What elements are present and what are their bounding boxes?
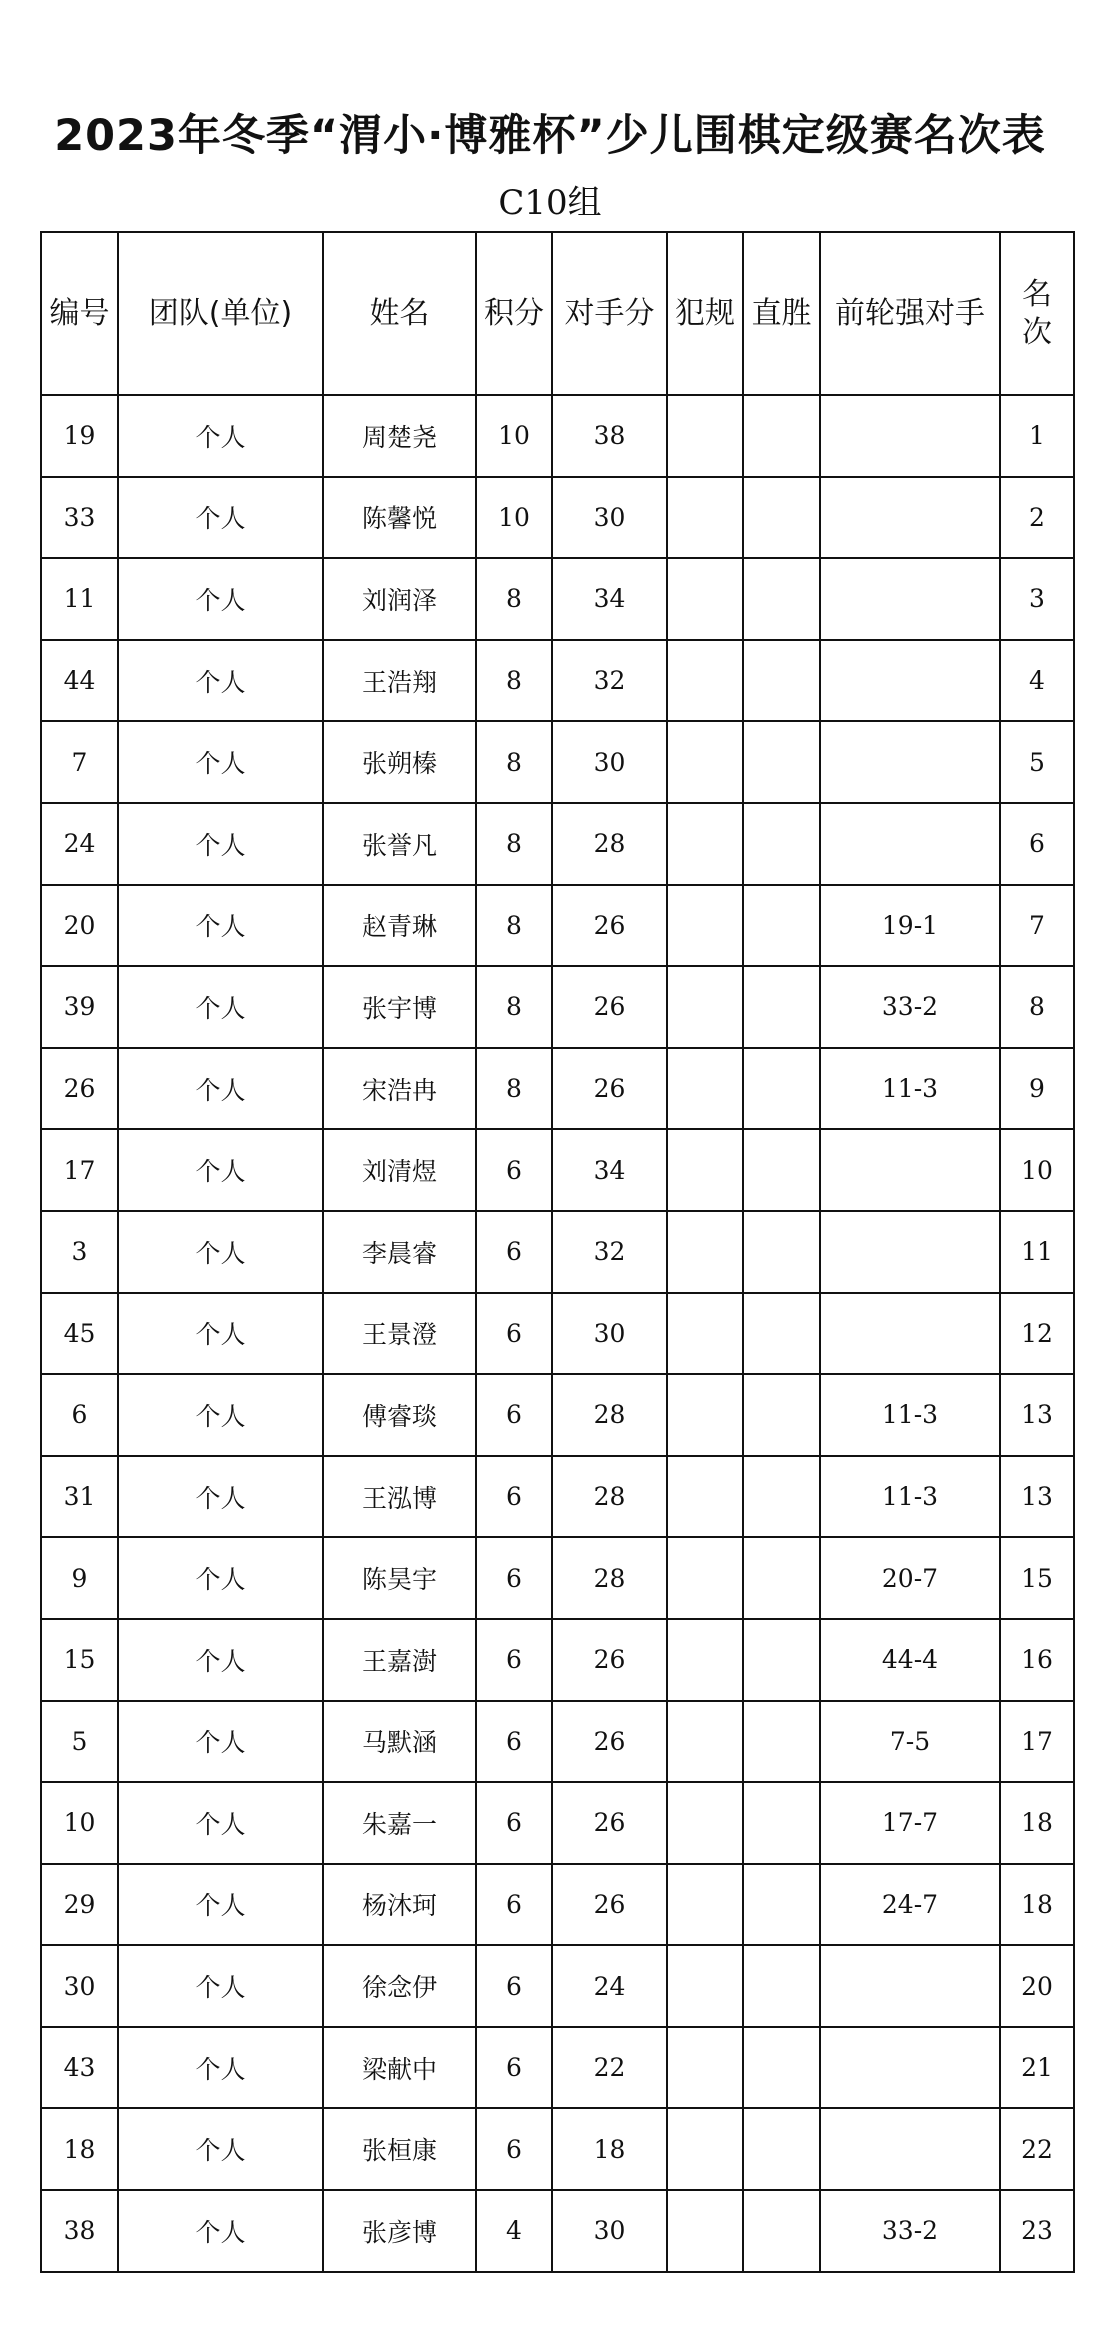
cell-id: 6 [41, 1374, 118, 1456]
cell-score: 8 [476, 640, 552, 722]
cell-direct-win [743, 966, 820, 1048]
cell-score: 4 [476, 2190, 552, 2272]
cell-direct-win [743, 1293, 820, 1375]
cell-id: 11 [41, 558, 118, 640]
cell-name: 陈昊宇 [323, 1537, 476, 1619]
table-row [41, 1619, 1074, 1701]
cell-opponent-score: 30 [552, 721, 667, 803]
cell-name: 李晨睿 [323, 1211, 476, 1293]
cell-id: 29 [41, 1864, 118, 1946]
cell-team: 个人 [118, 1701, 323, 1783]
cell-id: 33 [41, 477, 118, 559]
cell-opponent-score: 34 [552, 1129, 667, 1211]
cell-direct-win [743, 2108, 820, 2190]
cell-opponent-score: 30 [552, 1293, 667, 1375]
cell-team: 个人 [118, 721, 323, 803]
cell-foul [667, 721, 743, 803]
cell-previous-strong-opponent [820, 721, 1000, 803]
cell-id: 5 [41, 1701, 118, 1783]
cell-id: 19 [41, 395, 118, 477]
cell-id: 15 [41, 1619, 118, 1701]
table-body [41, 395, 1074, 2272]
cell-id: 31 [41, 1456, 118, 1538]
cell-opponent-score: 26 [552, 1782, 667, 1864]
cell-team: 个人 [118, 1537, 323, 1619]
cell-score: 6 [476, 1864, 552, 1946]
cell-score: 6 [476, 1537, 552, 1619]
cell-previous-strong-opponent [820, 1945, 1000, 2027]
cell-id: 20 [41, 885, 118, 967]
table-row [41, 1864, 1074, 1946]
cell-foul [667, 2027, 743, 2109]
cell-opponent-score: 34 [552, 558, 667, 640]
cell-score: 6 [476, 1211, 552, 1293]
cell-opponent-score: 26 [552, 1864, 667, 1946]
cell-team: 个人 [118, 1374, 323, 1456]
header-rank-char-2: 次 [1022, 314, 1052, 350]
cell-name: 陈馨悦 [323, 477, 476, 559]
cell-rank: 11 [1000, 1211, 1074, 1293]
cell-opponent-score: 26 [552, 1048, 667, 1130]
cell-name: 杨沐珂 [323, 1864, 476, 1946]
cell-score: 6 [476, 1619, 552, 1701]
cell-id: 45 [41, 1293, 118, 1375]
cell-team: 个人 [118, 1619, 323, 1701]
cell-rank: 15 [1000, 1537, 1074, 1619]
cell-team: 个人 [118, 1293, 323, 1375]
cell-previous-strong-opponent: 24-7 [820, 1864, 1000, 1946]
cell-previous-strong-opponent: 11-3 [820, 1048, 1000, 1130]
cell-previous-strong-opponent: 33-2 [820, 2190, 1000, 2272]
cell-rank: 4 [1000, 640, 1074, 722]
table-row [41, 1048, 1074, 1130]
cell-foul [667, 1619, 743, 1701]
cell-team: 个人 [118, 1864, 323, 1946]
cell-direct-win [743, 1537, 820, 1619]
cell-name: 赵青琳 [323, 885, 476, 967]
cell-team: 个人 [118, 2027, 323, 2109]
cell-opponent-score: 28 [552, 1456, 667, 1538]
cell-name: 宋浩冉 [323, 1048, 476, 1130]
cell-previous-strong-opponent [820, 1129, 1000, 1211]
cell-score: 8 [476, 721, 552, 803]
cell-rank: 21 [1000, 2027, 1074, 2109]
cell-id: 44 [41, 640, 118, 722]
cell-direct-win [743, 1211, 820, 1293]
cell-foul [667, 1537, 743, 1619]
cell-team: 个人 [118, 640, 323, 722]
table-row [41, 1537, 1074, 1619]
cell-name: 马默涵 [323, 1701, 476, 1783]
cell-direct-win [743, 1945, 820, 2027]
cell-name: 刘润泽 [323, 558, 476, 640]
header-direct-win: 直胜 [743, 232, 820, 395]
cell-score: 8 [476, 1048, 552, 1130]
table-row [41, 885, 1074, 967]
cell-team: 个人 [118, 1048, 323, 1130]
cell-id: 10 [41, 1782, 118, 1864]
cell-opponent-score: 22 [552, 2027, 667, 2109]
cell-rank: 20 [1000, 1945, 1074, 2027]
table-row [41, 1782, 1074, 1864]
cell-score: 10 [476, 395, 552, 477]
cell-team: 个人 [118, 1782, 323, 1864]
cell-direct-win [743, 2190, 820, 2272]
cell-direct-win [743, 2027, 820, 2109]
cell-team: 个人 [118, 2108, 323, 2190]
cell-score: 6 [476, 1945, 552, 2027]
cell-foul [667, 640, 743, 722]
cell-direct-win [743, 1619, 820, 1701]
cell-opponent-score: 32 [552, 640, 667, 722]
table-row [41, 1701, 1074, 1783]
cell-rank: 22 [1000, 2108, 1074, 2190]
cell-rank: 9 [1000, 1048, 1074, 1130]
cell-foul [667, 1701, 743, 1783]
cell-name: 刘清煜 [323, 1129, 476, 1211]
cell-team: 个人 [118, 395, 323, 477]
cell-opponent-score: 28 [552, 1537, 667, 1619]
cell-opponent-score: 26 [552, 966, 667, 1048]
cell-rank: 16 [1000, 1619, 1074, 1701]
cell-id: 3 [41, 1211, 118, 1293]
cell-id: 24 [41, 803, 118, 885]
cell-id: 7 [41, 721, 118, 803]
cell-team: 个人 [118, 885, 323, 967]
cell-previous-strong-opponent: 44-4 [820, 1619, 1000, 1701]
cell-foul [667, 2190, 743, 2272]
cell-name: 王浩翔 [323, 640, 476, 722]
cell-opponent-score: 26 [552, 1701, 667, 1783]
table-row [41, 2108, 1074, 2190]
cell-rank: 10 [1000, 1129, 1074, 1211]
table-row [41, 966, 1074, 1048]
cell-team: 个人 [118, 1211, 323, 1293]
cell-direct-win [743, 1701, 820, 1783]
cell-previous-strong-opponent: 11-3 [820, 1374, 1000, 1456]
cell-rank: 1 [1000, 395, 1074, 477]
table-row [41, 1456, 1074, 1538]
table-row [41, 803, 1074, 885]
header-score: 积分 [476, 232, 552, 395]
header-opponent-score: 对手分 [552, 232, 667, 395]
cell-direct-win [743, 558, 820, 640]
cell-rank: 2 [1000, 477, 1074, 559]
table-row [41, 395, 1074, 477]
cell-name: 张朔榛 [323, 721, 476, 803]
cell-previous-strong-opponent [820, 1293, 1000, 1375]
table-row [41, 640, 1074, 722]
cell-score: 6 [476, 1456, 552, 1538]
table-row [41, 1293, 1074, 1375]
table-row [41, 721, 1074, 803]
cell-previous-strong-opponent: 17-7 [820, 1782, 1000, 1864]
cell-score: 6 [476, 2108, 552, 2190]
cell-direct-win [743, 885, 820, 967]
cell-score: 6 [476, 1374, 552, 1456]
cell-rank: 3 [1000, 558, 1074, 640]
cell-score: 8 [476, 558, 552, 640]
table-row [41, 1374, 1074, 1456]
cell-score: 8 [476, 885, 552, 967]
cell-opponent-score: 32 [552, 1211, 667, 1293]
header-team: 团队(单位) [118, 232, 323, 395]
cell-name: 王泓博 [323, 1456, 476, 1538]
cell-id: 17 [41, 1129, 118, 1211]
cell-rank: 12 [1000, 1293, 1074, 1375]
cell-opponent-score: 24 [552, 1945, 667, 2027]
cell-id: 18 [41, 2108, 118, 2190]
cell-foul [667, 1945, 743, 2027]
cell-name: 张宇博 [323, 966, 476, 1048]
cell-team: 个人 [118, 477, 323, 559]
cell-direct-win [743, 1374, 820, 1456]
cell-name: 傅睿琰 [323, 1374, 476, 1456]
cell-score: 8 [476, 803, 552, 885]
group-subtitle: C10组 [498, 183, 602, 223]
cell-foul [667, 803, 743, 885]
cell-opponent-score: 26 [552, 1619, 667, 1701]
header-id: 编号 [41, 232, 118, 395]
cell-direct-win [743, 395, 820, 477]
cell-foul [667, 1782, 743, 1864]
cell-id: 30 [41, 1945, 118, 2027]
cell-name: 王景澄 [323, 1293, 476, 1375]
cell-previous-strong-opponent: 7-5 [820, 1701, 1000, 1783]
cell-rank: 6 [1000, 803, 1074, 885]
cell-name: 徐念伊 [323, 1945, 476, 2027]
header-rank [1000, 232, 1074, 395]
cell-score: 6 [476, 1782, 552, 1864]
cell-opponent-score: 30 [552, 477, 667, 559]
cell-foul [667, 1864, 743, 1946]
cell-direct-win [743, 1456, 820, 1538]
cell-rank: 17 [1000, 1701, 1074, 1783]
cell-foul [667, 1048, 743, 1130]
cell-direct-win [743, 477, 820, 559]
cell-team: 个人 [118, 558, 323, 640]
cell-name: 朱嘉一 [323, 1782, 476, 1864]
cell-direct-win [743, 1048, 820, 1130]
cell-score: 6 [476, 2027, 552, 2109]
cell-direct-win [743, 721, 820, 803]
cell-direct-win [743, 640, 820, 722]
cell-rank: 7 [1000, 885, 1074, 967]
cell-previous-strong-opponent [820, 477, 1000, 559]
table-row [41, 2027, 1074, 2109]
cell-previous-strong-opponent [820, 395, 1000, 477]
cell-foul [667, 2108, 743, 2190]
table-row [41, 1945, 1074, 2027]
cell-direct-win [743, 803, 820, 885]
cell-team: 个人 [118, 803, 323, 885]
cell-opponent-score: 38 [552, 395, 667, 477]
cell-name: 周楚尧 [323, 395, 476, 477]
cell-foul [667, 1456, 743, 1538]
cell-previous-strong-opponent: 11-3 [820, 1456, 1000, 1538]
cell-name: 梁献中 [323, 2027, 476, 2109]
cell-score: 8 [476, 966, 552, 1048]
table-row [41, 558, 1074, 640]
cell-opponent-score: 26 [552, 885, 667, 967]
cell-previous-strong-opponent [820, 640, 1000, 722]
cell-previous-strong-opponent [820, 558, 1000, 640]
table-header-row [41, 232, 1074, 395]
cell-opponent-score: 30 [552, 2190, 667, 2272]
header-rank-char-1: 名 [1022, 276, 1052, 312]
cell-previous-strong-opponent [820, 2108, 1000, 2190]
cell-team: 个人 [118, 1129, 323, 1211]
cell-id: 26 [41, 1048, 118, 1130]
cell-previous-strong-opponent [820, 1211, 1000, 1293]
cell-foul [667, 558, 743, 640]
cell-score: 10 [476, 477, 552, 559]
cell-id: 9 [41, 1537, 118, 1619]
table-row [41, 2190, 1074, 2272]
cell-name: 张誉凡 [323, 803, 476, 885]
header-previous-strong-opponent: 前轮强对手 [820, 232, 1000, 395]
cell-foul [667, 966, 743, 1048]
cell-foul [667, 1374, 743, 1456]
cell-rank: 13 [1000, 1456, 1074, 1538]
page-title: 2023年冬季“渭小·博雅杯”少儿围棋定级赛名次表 [54, 111, 1046, 161]
cell-foul [667, 1211, 743, 1293]
cell-previous-strong-opponent: 19-1 [820, 885, 1000, 967]
header-foul: 犯规 [667, 232, 743, 395]
cell-foul [667, 885, 743, 967]
results-table [40, 231, 1075, 2273]
cell-previous-strong-opponent: 33-2 [820, 966, 1000, 1048]
table-row [41, 1211, 1074, 1293]
cell-previous-strong-opponent [820, 803, 1000, 885]
cell-name: 张桓康 [323, 2108, 476, 2190]
cell-rank: 8 [1000, 966, 1074, 1048]
cell-direct-win [743, 1129, 820, 1211]
cell-opponent-score: 28 [552, 1374, 667, 1456]
cell-rank: 5 [1000, 721, 1074, 803]
cell-name: 张彦博 [323, 2190, 476, 2272]
cell-id: 38 [41, 2190, 118, 2272]
cell-rank: 18 [1000, 1782, 1074, 1864]
cell-score: 6 [476, 1293, 552, 1375]
cell-rank: 23 [1000, 2190, 1074, 2272]
cell-score: 6 [476, 1129, 552, 1211]
cell-id: 39 [41, 966, 118, 1048]
cell-foul [667, 1129, 743, 1211]
cell-team: 个人 [118, 1456, 323, 1538]
cell-id: 43 [41, 2027, 118, 2109]
cell-opponent-score: 18 [552, 2108, 667, 2190]
cell-score: 6 [476, 1701, 552, 1783]
table-row [41, 1129, 1074, 1211]
cell-team: 个人 [118, 1945, 323, 2027]
cell-previous-strong-opponent: 20-7 [820, 1537, 1000, 1619]
cell-opponent-score: 28 [552, 803, 667, 885]
cell-previous-strong-opponent [820, 2027, 1000, 2109]
cell-team: 个人 [118, 2190, 323, 2272]
table-row [41, 477, 1074, 559]
cell-rank: 13 [1000, 1374, 1074, 1456]
cell-foul [667, 1293, 743, 1375]
header-name: 姓名 [323, 232, 476, 395]
cell-foul [667, 395, 743, 477]
cell-team: 个人 [118, 966, 323, 1048]
cell-rank: 18 [1000, 1864, 1074, 1946]
cell-direct-win [743, 1782, 820, 1864]
cell-name: 王嘉澍 [323, 1619, 476, 1701]
cell-foul [667, 477, 743, 559]
cell-direct-win [743, 1864, 820, 1946]
